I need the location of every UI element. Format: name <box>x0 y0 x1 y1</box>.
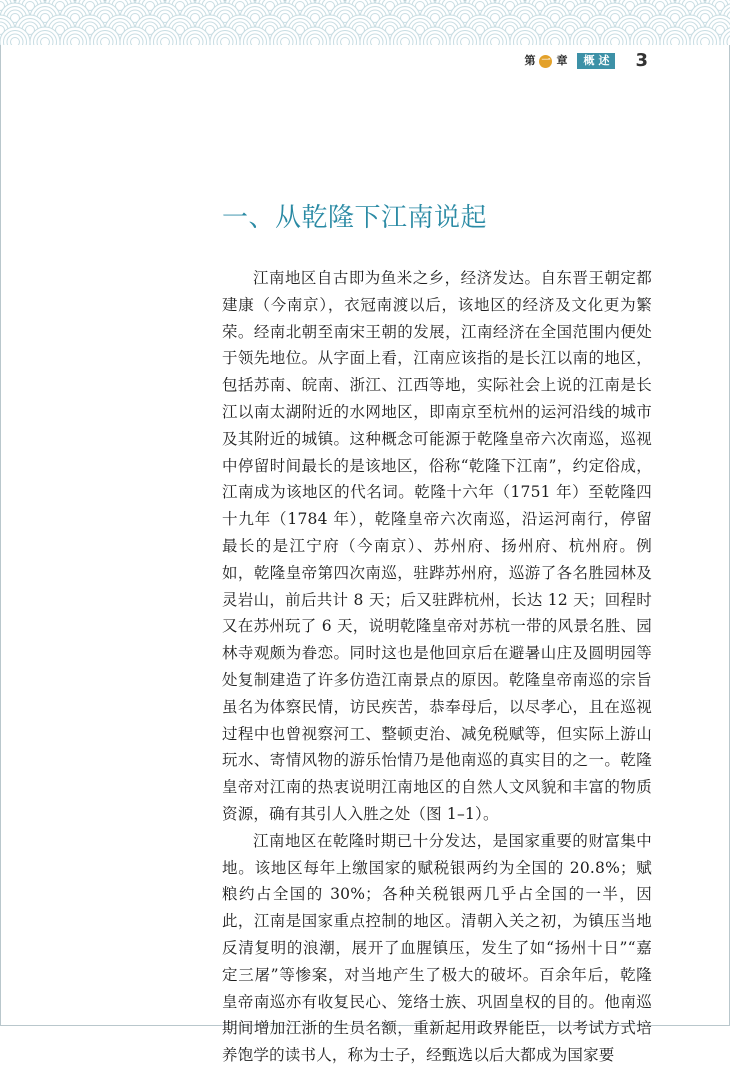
section-title: 一、从乾隆下江南说起 <box>222 200 487 236</box>
body-text <box>222 265 652 1069</box>
chapter-number-badge: 一 <box>539 55 552 68</box>
chapter-prefix: 第 <box>524 54 535 68</box>
paragraph-1: 江南地区自古即为鱼米之乡，经济发达。自东晋王朝定都建康（今南京），衣冠南渡以后，该地区的经济及文化更为繁荣。经南北朝至南宋王朝的发展，江南经济在全国范围内便处于领先地位。从字面上看，江南应该指的是长江以南的地区，包括苏南、皖南、浙江、江西等地，实际社会上说的江南是长江以南太湖附近的水网地区，即南京至杭州的运河沿线的城市及其附近的城镇。这种概念可能源于乾隆皇帝六次南巡，巡视中停留时间最长的是该地区，俗称“乾隆下江南”，约定俗成，江南成为该地区的代名词。乾隆十六年（1751 年）至乾隆四十九年（1784 年），乾隆皇帝六次南巡，沿运河南行，停留最长的是江宁府（今南京）、苏州府、扬州府、杭州府。例如，乾隆皇帝第四次南巡，驻跸苏州府，巡游了各名胜园林及灵岩山，前后共计 8 天；后又驻跸杭州，长达 12 天；回程时又在苏州玩了 6 天，说明乾隆皇帝对苏杭一带的风景名胜、园林寺观颇为眷恋。同时这也是他回京后在避暑山庄及圆明园等处复制建造了许多仿造江南景点的原因。乾隆皇帝南巡的宗旨虽名为体察民情，访民疾苦，恭奉母后，以尽孝心，且在巡视过程中也曾视察河工、整顿吏治、减免税赋等，但实际上游山玩水、寄情风物的游乐怡情乃是他南巡的真实目的之一。乾隆皇帝对江南的热衷说明江南地区的自然人文风貌和丰富的物质资源，确有其引人入胜之处（图 1–1）。 <box>222 265 652 828</box>
wave-pattern <box>0 0 730 45</box>
paragraph-2: 江南地区在乾隆时期已十分发达，是国家重要的财富集中地。该地区每年上缴国家的赋税银两约为全国的 20.8%；赋粮约占全国的 30%；各种关税银两几乎占全国的一半，因此，江南是国家重点控制的地区。清朝入关之初，为镇压当地反清复明的浪潮，展开了血腥镇压，发生了如“扬州十日”“嘉定三屠”等惨案，对当地产生了极大的破坏。百余年后，乾隆皇帝南巡亦有收复民心、笼络士族、巩固皇权的目的。他南巡期间增加江浙的生员名额，重新起用政界能臣，以考试方式培养饱学的读书人，称为士子，经甄选以后大都成为国家要 <box>222 828 652 1069</box>
chapter-title-badge: 概述 <box>577 53 615 69</box>
chapter-suffix: 章 <box>556 54 567 68</box>
decorative-wave-band <box>0 0 730 45</box>
running-header <box>524 52 648 70</box>
page-number: 3 <box>635 52 648 70</box>
